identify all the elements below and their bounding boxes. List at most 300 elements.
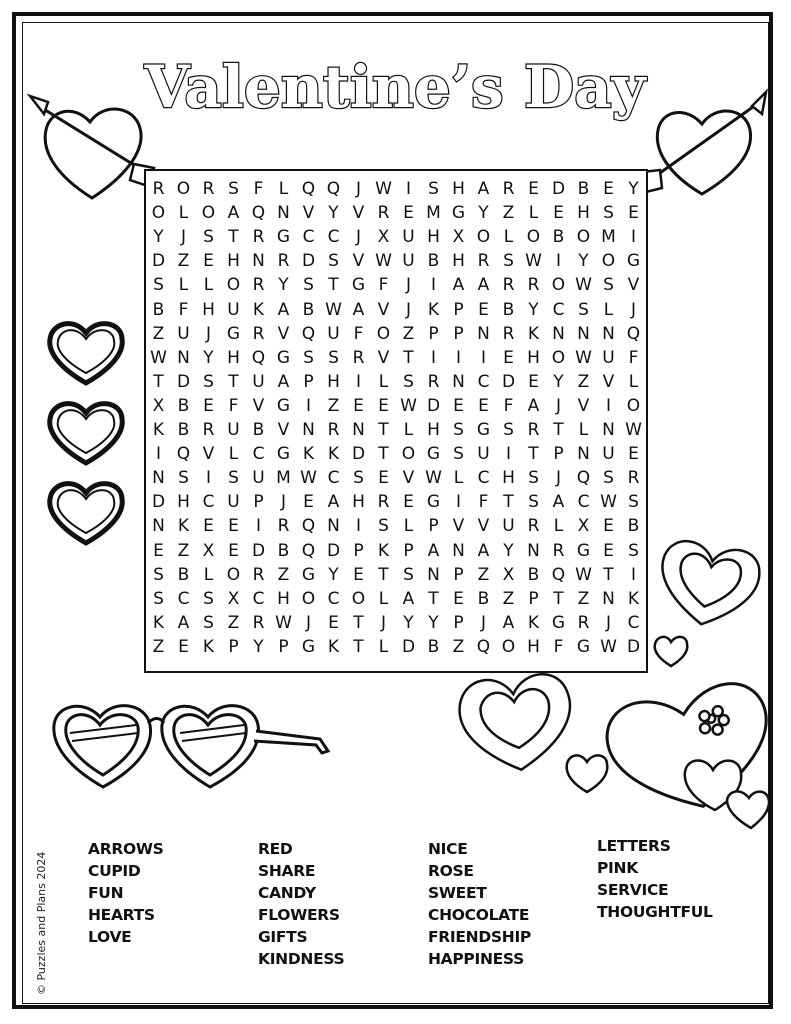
grid-letter[interactable]: D (251, 540, 266, 561)
grid-letter[interactable]: H (452, 251, 465, 272)
grid-letter[interactable]: S (228, 468, 239, 489)
grid-letter[interactable]: A (477, 179, 490, 199)
grid-letter[interactable]: C (252, 444, 265, 465)
grid-letter[interactable]: E (503, 347, 514, 368)
grid-letter[interactable]: S (453, 420, 464, 440)
grid-letter[interactable]: W (375, 179, 392, 199)
grid-letter[interactable]: Q (551, 564, 566, 585)
grid-letter[interactable]: A (177, 612, 190, 633)
grid-letter[interactable]: K (327, 636, 340, 657)
grid-letter[interactable]: T (153, 371, 164, 392)
grid-letter[interactable]: N (152, 516, 165, 537)
grid-letter[interactable]: B (152, 299, 165, 320)
grid-letter[interactable]: T (353, 612, 364, 633)
grid-letter[interactable]: Q (476, 636, 491, 657)
grid-letter[interactable]: N (477, 323, 490, 344)
grid-letter[interactable]: L (378, 371, 389, 392)
grid-letter[interactable]: U (402, 227, 415, 248)
grid-letter[interactable]: G (301, 564, 316, 585)
grid-letter[interactable]: V (277, 420, 290, 440)
grid-letter[interactable]: A (277, 299, 290, 320)
grid-letter[interactable]: R (377, 203, 390, 224)
grid-letter[interactable]: I (405, 179, 411, 199)
grid-letter[interactable]: Q (626, 323, 641, 344)
grid-letter[interactable]: S (153, 588, 164, 609)
grid-letter[interactable]: R (252, 227, 265, 248)
grid-letter[interactable]: H (527, 347, 540, 368)
grid-letter[interactable]: T (378, 444, 389, 465)
grid-letter[interactable]: Q (301, 540, 316, 561)
grid-letter[interactable]: N (277, 203, 290, 224)
grid-letter[interactable]: O (476, 227, 491, 248)
grid-letter[interactable]: X (502, 564, 515, 585)
grid-letter[interactable]: S (503, 420, 514, 440)
grid-letter[interactable]: D (551, 179, 566, 199)
grid-letter[interactable]: W (275, 612, 292, 633)
grid-letter[interactable]: S (628, 492, 639, 513)
grid-letter[interactable]: B (177, 395, 190, 416)
grid-letter[interactable]: K (177, 516, 190, 537)
grid-letter[interactable]: G (551, 612, 566, 633)
grid-letter[interactable]: H (452, 179, 465, 199)
grid-letter[interactable]: I (355, 371, 361, 392)
grid-letter[interactable]: P (453, 612, 464, 633)
grid-letter[interactable]: T (328, 275, 339, 296)
grid-letter[interactable]: U (252, 371, 265, 392)
grid-letter[interactable]: B (177, 564, 190, 585)
grid-letter[interactable]: S (528, 468, 539, 489)
grid-letter[interactable]: B (502, 299, 515, 320)
grid-letter[interactable]: J (480, 612, 486, 633)
grid-letter[interactable]: W (575, 347, 592, 368)
grid-letter[interactable]: E (203, 395, 214, 416)
grid-letter[interactable]: J (405, 275, 411, 296)
grid-letter[interactable]: L (378, 588, 389, 609)
grid-letter[interactable]: U (502, 516, 515, 537)
grid-letter[interactable]: S (203, 227, 214, 248)
grid-letter[interactable]: X (377, 227, 390, 248)
grid-letter[interactable]: U (227, 492, 240, 513)
grid-letter[interactable]: U (602, 347, 615, 368)
grid-letter[interactable]: H (202, 299, 215, 320)
grid-letter[interactable]: C (477, 468, 490, 489)
grid-letter[interactable]: A (502, 612, 515, 633)
grid-letter[interactable]: P (453, 299, 464, 320)
grid-letter[interactable]: P (303, 371, 314, 392)
grid-letter[interactable]: I (455, 492, 461, 513)
grid-letter[interactable]: O (226, 564, 241, 585)
grid-letter[interactable]: L (528, 203, 539, 224)
grid-letter[interactable]: E (203, 516, 214, 537)
grid-letter[interactable]: L (628, 371, 639, 392)
grid-letter[interactable]: B (277, 540, 290, 561)
grid-letter[interactable]: I (480, 347, 486, 368)
grid-letter[interactable]: G (451, 203, 466, 224)
grid-letter[interactable]: W (575, 564, 592, 585)
grid-letter[interactable]: E (153, 540, 164, 561)
grid-letter[interactable]: Y (503, 540, 514, 561)
grid-letter[interactable]: V (202, 444, 215, 465)
grid-letter[interactable]: R (327, 420, 340, 440)
grid-letter[interactable]: Y (553, 371, 564, 392)
grid-letter[interactable]: T (378, 420, 389, 440)
grid-letter[interactable]: S (378, 516, 389, 537)
grid-letter[interactable]: E (528, 371, 539, 392)
grid-letter[interactable]: S (328, 251, 339, 272)
grid-letter[interactable]: G (426, 492, 441, 513)
grid-letter[interactable]: B (302, 299, 315, 320)
grid-letter[interactable]: I (155, 444, 161, 465)
grid-letter[interactable]: L (203, 564, 214, 585)
grid-letter[interactable]: T (528, 444, 539, 465)
grid-letter[interactable]: C (302, 227, 315, 248)
grid-letter[interactable]: W (300, 468, 317, 489)
grid-letter[interactable]: V (352, 203, 365, 224)
grid-letter[interactable]: M (276, 468, 291, 489)
grid-letter[interactable]: Y (328, 203, 339, 224)
grid-letter[interactable]: Z (502, 588, 515, 609)
grid-letter[interactable]: I (430, 347, 436, 368)
grid-letter[interactable]: G (301, 636, 316, 657)
grid-letter[interactable]: T (228, 227, 239, 248)
grid-letter[interactable]: Y (203, 347, 214, 368)
grid-letter[interactable]: K (427, 299, 440, 320)
grid-letter[interactable]: Q (576, 468, 591, 489)
grid-letter[interactable]: O (351, 588, 366, 609)
grid-letter[interactable]: V (277, 323, 290, 344)
grid-letter[interactable]: W (400, 395, 417, 416)
grid-letter[interactable]: S (603, 275, 614, 296)
grid-letter[interactable]: O (176, 179, 191, 199)
grid-letter[interactable]: R (252, 275, 265, 296)
grid-letter[interactable]: I (555, 251, 561, 272)
grid-letter[interactable]: C (577, 492, 590, 513)
grid-letter[interactable]: I (255, 516, 261, 537)
grid-letter[interactable]: S (303, 275, 314, 296)
grid-letter[interactable]: R (502, 323, 515, 344)
grid-letter[interactable]: O (226, 275, 241, 296)
grid-letter[interactable]: S (603, 203, 614, 224)
grid-letter[interactable]: T (553, 420, 564, 440)
grid-letter[interactable]: Z (452, 636, 465, 657)
grid-letter[interactable]: T (378, 564, 389, 585)
grid-letter[interactable]: N (302, 420, 315, 440)
grid-letter[interactable]: O (401, 444, 416, 465)
grid-letter[interactable]: U (402, 251, 415, 272)
grid-letter[interactable]: V (402, 468, 415, 489)
grid-letter[interactable]: D (326, 540, 341, 561)
grid-letter[interactable]: E (328, 612, 339, 633)
grid-letter[interactable]: X (202, 540, 215, 561)
grid-letter[interactable]: V (377, 299, 390, 320)
grid-letter[interactable]: U (327, 323, 340, 344)
grid-letter[interactable]: P (453, 564, 464, 585)
grid-letter[interactable]: Z (152, 636, 165, 657)
grid-letter[interactable]: R (527, 420, 540, 440)
grid-letter[interactable]: R (277, 516, 290, 537)
grid-letter[interactable]: E (478, 395, 489, 416)
grid-letter[interactable]: P (253, 492, 264, 513)
grid-letter[interactable]: L (403, 420, 414, 440)
grid-letter[interactable]: G (576, 540, 591, 561)
grid-letter[interactable]: G (226, 323, 241, 344)
grid-letter[interactable]: M (426, 203, 441, 224)
grid-letter[interactable]: O (601, 251, 616, 272)
grid-letter[interactable]: J (555, 468, 561, 489)
grid-letter[interactable]: N (577, 444, 590, 465)
grid-letter[interactable]: O (576, 227, 591, 248)
grid-letter[interactable]: O (626, 395, 641, 416)
grid-letter[interactable]: G (476, 420, 491, 440)
grid-letter[interactable]: W (575, 275, 592, 296)
grid-letter[interactable]: H (227, 347, 240, 368)
grid-letter[interactable]: J (355, 227, 361, 248)
grid-letter[interactable]: B (252, 420, 265, 440)
grid-letter[interactable]: B (577, 179, 590, 199)
grid-letter[interactable]: K (627, 588, 640, 609)
grid-letter[interactable]: P (228, 636, 239, 657)
grid-letter[interactable]: Z (577, 588, 590, 609)
grid-letter[interactable]: V (452, 516, 465, 537)
grid-letter[interactable]: H (177, 492, 190, 513)
grid-letter[interactable]: Y (478, 203, 489, 224)
grid-letter[interactable]: N (602, 323, 615, 344)
grid-letter[interactable]: J (605, 612, 611, 633)
grid-letter[interactable]: N (152, 468, 165, 489)
grid-letter[interactable]: H (577, 203, 590, 224)
grid-letter[interactable]: E (603, 540, 614, 561)
grid-letter[interactable]: A (527, 395, 540, 416)
grid-letter[interactable]: A (477, 275, 490, 296)
grid-letter[interactable]: S (228, 179, 239, 199)
grid-letter[interactable]: W (600, 636, 617, 657)
grid-letter[interactable]: V (577, 395, 590, 416)
grid-letter[interactable]: H (227, 251, 240, 272)
grid-letter[interactable]: N (602, 588, 615, 609)
grid-letter[interactable]: E (303, 492, 314, 513)
grid-letter[interactable]: F (503, 395, 514, 416)
grid-letter[interactable]: C (202, 492, 215, 513)
grid-letter[interactable]: K (302, 444, 315, 465)
grid-letter[interactable]: R (352, 347, 365, 368)
grid-letter[interactable]: R (502, 179, 515, 199)
grid-letter[interactable]: L (503, 227, 514, 248)
grid-letter[interactable]: R (552, 540, 565, 561)
grid-letter[interactable]: R (277, 251, 290, 272)
grid-letter[interactable]: A (277, 371, 290, 392)
grid-letter[interactable]: S (203, 371, 214, 392)
grid-letter[interactable]: T (403, 347, 414, 368)
grid-letter[interactable]: E (628, 444, 639, 465)
grid-letter[interactable]: S (203, 612, 214, 633)
grid-letter[interactable]: V (377, 347, 390, 368)
grid-letter[interactable]: A (352, 299, 365, 320)
grid-letter[interactable]: C (177, 588, 190, 609)
grid-letter[interactable]: S (578, 299, 589, 320)
grid-letter[interactable]: D (401, 636, 416, 657)
grid-letter[interactable]: R (477, 251, 490, 272)
grid-letter[interactable]: F (253, 179, 264, 199)
grid-letter[interactable]: P (403, 540, 414, 561)
grid-letter[interactable]: M (601, 227, 616, 248)
grid-letter[interactable]: A (327, 492, 340, 513)
grid-letter[interactable]: O (301, 588, 316, 609)
grid-letter[interactable]: J (405, 299, 411, 320)
grid-letter[interactable]: A (402, 588, 415, 609)
grid-letter[interactable]: L (603, 299, 614, 320)
grid-letter[interactable]: Y (578, 251, 589, 272)
grid-letter[interactable]: C (477, 371, 490, 392)
grid-letter[interactable]: P (428, 516, 439, 537)
grid-letter[interactable]: L (453, 468, 464, 489)
grid-letter[interactable]: O (376, 323, 391, 344)
grid-letter[interactable]: S (353, 468, 364, 489)
grid-letter[interactable]: S (453, 444, 464, 465)
grid-letter[interactable]: H (352, 492, 365, 513)
grid-letter[interactable]: E (453, 588, 464, 609)
grid-letter[interactable]: T (503, 492, 514, 513)
grid-letter[interactable]: E (603, 516, 614, 537)
grid-letter[interactable]: A (452, 275, 465, 296)
grid-letter[interactable]: R (627, 468, 640, 489)
grid-letter[interactable]: S (153, 275, 164, 296)
grid-letter[interactable]: K (202, 636, 215, 657)
grid-letter[interactable]: S (603, 468, 614, 489)
grid-letter[interactable]: Y (253, 636, 264, 657)
grid-letter[interactable]: I (305, 395, 311, 416)
grid-letter[interactable]: Y (428, 612, 439, 633)
grid-letter[interactable]: Y (528, 299, 539, 320)
grid-letter[interactable]: N (427, 564, 440, 585)
grid-letter[interactable]: U (252, 468, 265, 489)
grid-letter[interactable]: L (278, 179, 289, 199)
grid-letter[interactable]: G (276, 347, 291, 368)
grid-letter[interactable]: I (630, 564, 636, 585)
grid-letter[interactable]: Z (152, 323, 165, 344)
grid-letter[interactable]: E (528, 179, 539, 199)
grid-letter[interactable]: E (378, 395, 389, 416)
grid-letter[interactable]: N (552, 323, 565, 344)
grid-letter[interactable]: Q (301, 323, 316, 344)
grid-letter[interactable]: Z (177, 251, 190, 272)
grid-letter[interactable]: Z (402, 323, 415, 344)
grid-letter[interactable]: D (626, 636, 641, 657)
grid-letter[interactable]: P (278, 636, 289, 657)
grid-letter[interactable]: Q (251, 347, 266, 368)
grid-letter[interactable]: B (427, 251, 440, 272)
grid-letter[interactable]: S (403, 564, 414, 585)
grid-letter[interactable]: E (403, 492, 414, 513)
grid-letter[interactable]: I (605, 395, 611, 416)
grid-letter[interactable]: V (627, 275, 640, 296)
grid-letter[interactable]: E (178, 636, 189, 657)
grid-letter[interactable]: N (577, 323, 590, 344)
grid-letter[interactable]: F (553, 636, 564, 657)
grid-letter[interactable]: A (227, 203, 240, 224)
grid-letter[interactable]: Y (328, 564, 339, 585)
grid-letter[interactable]: B (477, 588, 490, 609)
grid-letter[interactable]: G (351, 275, 366, 296)
grid-letter[interactable]: O (551, 347, 566, 368)
grid-letter[interactable]: H (327, 371, 340, 392)
grid-letter[interactable]: E (478, 299, 489, 320)
grid-letter[interactable]: J (180, 227, 186, 248)
grid-letter[interactable]: S (203, 588, 214, 609)
grid-letter[interactable]: F (628, 347, 639, 368)
grid-letter[interactable]: T (353, 636, 364, 657)
grid-letter[interactable]: C (252, 588, 265, 609)
grid-letter[interactable]: B (627, 516, 640, 537)
grid-letter[interactable]: U (602, 444, 615, 465)
grid-letter[interactable]: O (201, 203, 216, 224)
grid-letter[interactable]: E (453, 395, 464, 416)
grid-letter[interactable]: K (152, 612, 165, 633)
grid-letter[interactable]: V (252, 395, 265, 416)
grid-letter[interactable]: E (603, 179, 614, 199)
grid-letter[interactable]: D (301, 251, 316, 272)
grid-letter[interactable]: G (276, 395, 291, 416)
grid-letter[interactable]: R (252, 564, 265, 585)
grid-letter[interactable]: R (202, 179, 215, 199)
grid-letter[interactable]: L (178, 203, 189, 224)
grid-letter[interactable]: P (353, 540, 364, 561)
grid-letter[interactable]: W (375, 251, 392, 272)
grid-letter[interactable]: S (503, 251, 514, 272)
grid-letter[interactable]: O (526, 227, 541, 248)
grid-letter[interactable]: R (427, 371, 440, 392)
grid-letter[interactable]: H (427, 227, 440, 248)
grid-letter[interactable]: E (403, 203, 414, 224)
grid-letter[interactable]: Q (301, 179, 316, 199)
grid-letter[interactable]: P (528, 588, 539, 609)
grid-letter[interactable]: L (553, 516, 564, 537)
grid-letter[interactable]: J (555, 395, 561, 416)
grid-letter[interactable]: I (355, 516, 361, 537)
grid-letter[interactable]: Q (301, 516, 316, 537)
grid-letter[interactable]: J (380, 612, 386, 633)
grid-letter[interactable]: D (151, 492, 166, 513)
grid-letter[interactable]: Z (327, 395, 340, 416)
grid-letter[interactable]: T (553, 588, 564, 609)
grid-letter[interactable]: Y (278, 275, 289, 296)
grid-letter[interactable]: Y (403, 612, 414, 633)
grid-letter[interactable]: L (228, 444, 239, 465)
grid-letter[interactable]: R (527, 516, 540, 537)
grid-letter[interactable]: I (505, 444, 511, 465)
grid-letter[interactable]: R (577, 612, 590, 633)
grid-letter[interactable]: R (252, 612, 265, 633)
grid-letter[interactable]: S (428, 179, 439, 199)
grid-letter[interactable]: V (352, 251, 365, 272)
grid-letter[interactable]: J (280, 492, 286, 513)
grid-letter[interactable]: X (577, 516, 590, 537)
grid-letter[interactable]: Q (251, 203, 266, 224)
grid-letter[interactable]: L (403, 516, 414, 537)
grid-letter[interactable]: B (177, 420, 190, 440)
grid-letter[interactable]: Y (628, 179, 639, 199)
grid-letter[interactable]: Z (477, 564, 490, 585)
grid-letter[interactable]: O (551, 275, 566, 296)
grid-letter[interactable]: I (630, 227, 636, 248)
grid-letter[interactable]: F (478, 492, 489, 513)
grid-letter[interactable]: L (178, 275, 189, 296)
grid-letter[interactable]: V (477, 516, 490, 537)
grid-letter[interactable]: T (228, 371, 239, 392)
grid-letter[interactable]: C (327, 468, 340, 489)
grid-letter[interactable]: J (355, 179, 361, 199)
grid-letter[interactable]: L (203, 275, 214, 296)
grid-letter[interactable]: W (150, 347, 167, 368)
